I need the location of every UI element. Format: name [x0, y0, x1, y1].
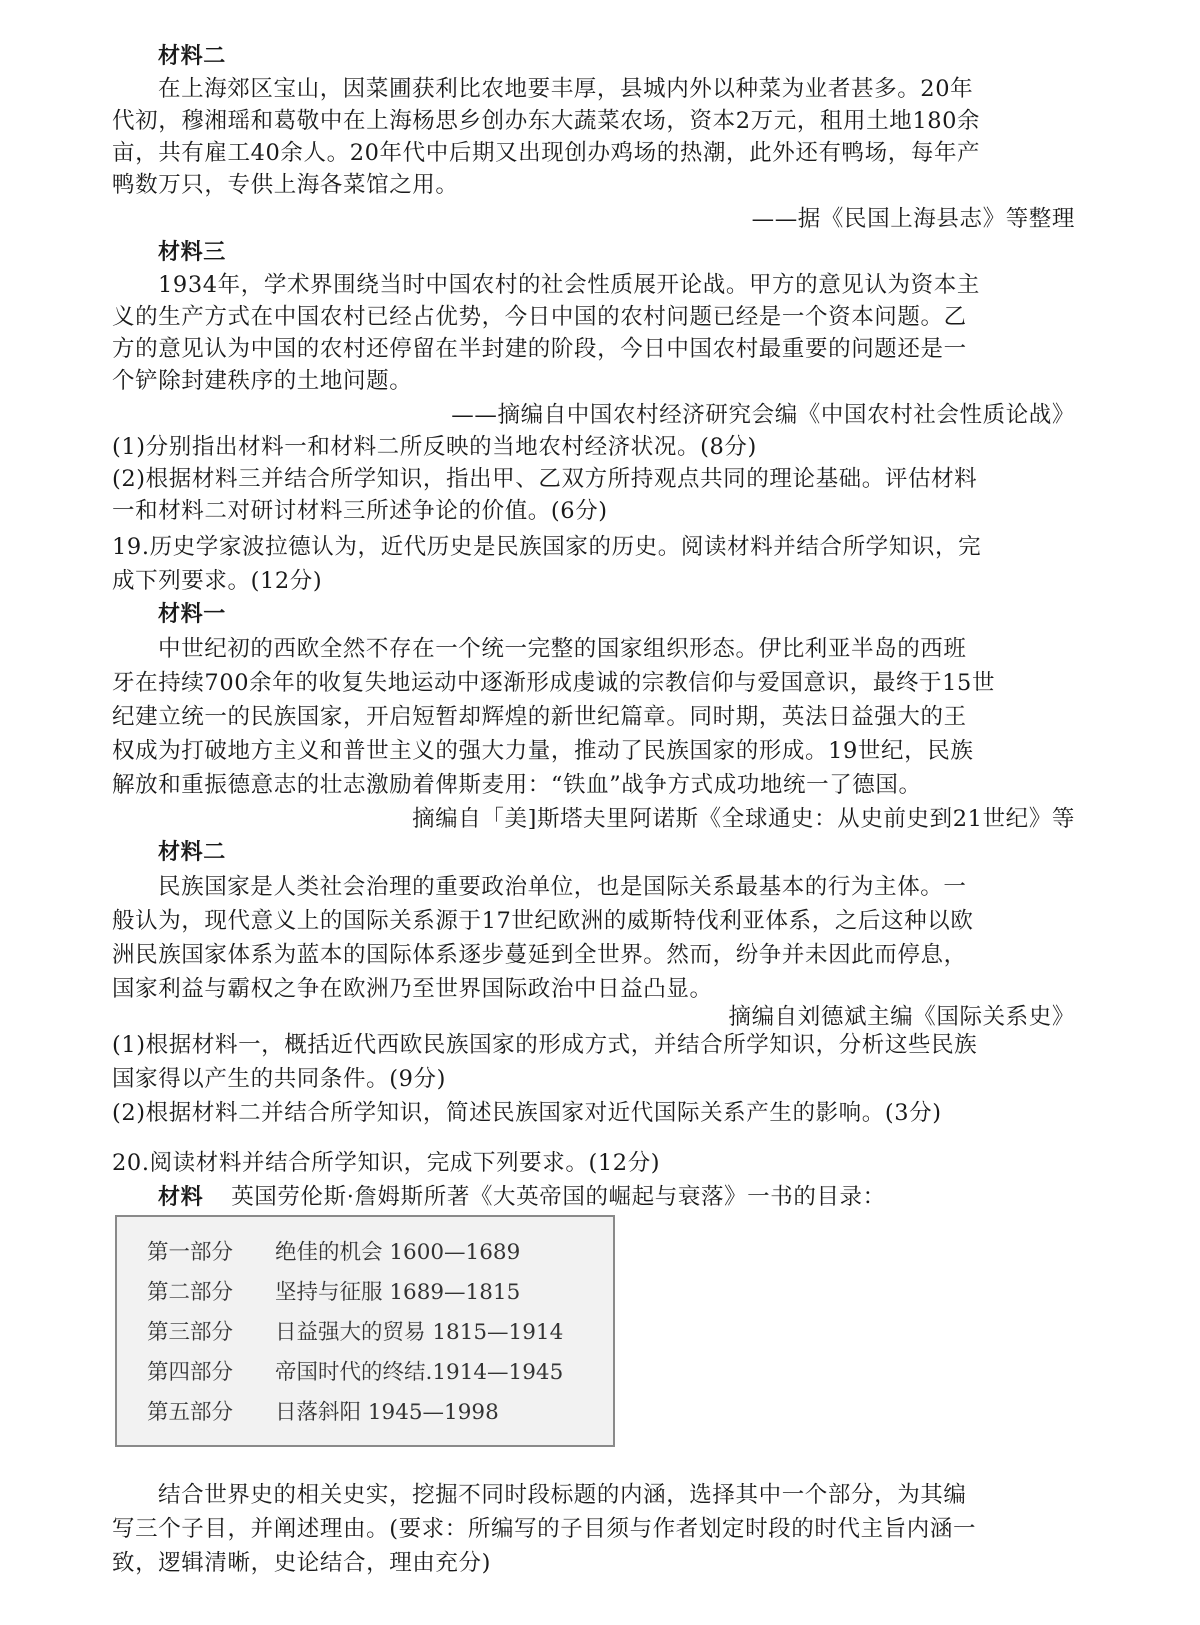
toc-part: 第四部分	[147, 1360, 234, 1385]
source-citation: 摘编自「美]斯塔夫里阿诺斯《全球通史：从史前史到21世纪》等	[412, 806, 1075, 832]
subquestion-line: (1)分别指出材料一和材料二所反映的当地农村经济状况。(8分)	[112, 434, 757, 460]
paragraph-line: 义的生产方式在中国农村已经占优势，今日中国的农村问题已经是一个资本问题。乙	[112, 304, 967, 330]
material-label: 材料	[158, 1185, 204, 1210]
paragraph-line: 在上海郊区宝山，因菜圃获利比农地要丰厚，县城内外以种菜为业者甚多。20年	[158, 76, 974, 102]
toc-part: 第一部分	[147, 1240, 234, 1265]
toc-row	[147, 1235, 520, 1275]
paragraph-line: 亩，共有雇工40余人。20年代中后期又出现创办鸡场的热潮，此外还有鸭场，每年产	[112, 140, 981, 166]
paragraph-line: 个铲除封建秩序的土地问题。	[112, 368, 413, 394]
toc-title: 日落斜阳 1945—1998	[275, 1400, 499, 1425]
subquestion-line: (2)根据材料三并结合所学知识，指出甲、乙双方所持观点共同的理论基础。评估材料	[112, 466, 978, 492]
paragraph-line: 纪建立统一的民族国家，开启短暂却辉煌的新世纪篇章。同时期，英法日益强大的王	[112, 704, 967, 730]
toc-title: 坚持与征服 1689—1815	[275, 1280, 521, 1305]
subquestion-line: 一和材料二对研讨材料三所述争论的价值。(6分)	[112, 498, 608, 524]
paragraph-line: 牙在持续700余年的收复失地运动中逐渐形成虔诚的宗教信仰与爱国意识，最终于15世	[112, 670, 996, 696]
toc-row	[147, 1275, 520, 1315]
paragraph-line: 国家利益与霸权之争在欧洲乃至世界国际政治中日益凸显。	[112, 976, 713, 1002]
paragraph-line: 权成为打破地方主义和普世主义的强大力量，推动了民族国家的形成。19世纪，民族	[112, 738, 974, 764]
paragraph-line: 1934年，学术界围绕当时中国农村的社会性质展开论战。甲方的意见认为资本主	[158, 272, 980, 298]
material-label: 材料三	[158, 240, 226, 265]
toc-row	[147, 1355, 563, 1395]
toc-part: 第二部分	[147, 1280, 234, 1305]
task-line: 写三个子目，并阐述理由。(要求：所编写的子目须与作者划定时段的时代主旨内涵一	[112, 1516, 977, 1542]
task-line: 致，逻辑清晰，史论结合，理由充分)	[112, 1550, 491, 1576]
paragraph-line: 方的意见认为中国的农村还停留在半封建的阶段，今日中国农村最重要的问题还是一	[112, 336, 967, 362]
toc-row	[147, 1395, 499, 1435]
subquestion-line: (1)根据材料一，概括近代西欧民族国家的形成方式，并结合所学知识，分析这些民族	[112, 1032, 978, 1058]
toc-title: 绝佳的机会 1600—1689	[275, 1240, 521, 1265]
material-label: 材料一	[158, 602, 226, 627]
subquestion-line: 国家得以产生的共同条件。(9分)	[112, 1066, 446, 1092]
paragraph-line: 解放和重振德意志的壮志激励着俾斯麦用：“铁血”战争方式成功地统一了德国。	[112, 772, 922, 798]
toc-row	[147, 1315, 563, 1355]
toc-part: 第五部分	[147, 1400, 234, 1425]
paragraph-line: 代初，穆湘瑶和葛敬中在上海杨思乡创办东大蔬菜农场，资本2万元，租用土地180余	[112, 108, 981, 134]
paragraph-line: 洲民族国家体系为蓝本的国际体系逐步蔓延到全世界。然而，纷争并未因此而停息，	[112, 942, 967, 968]
task-line: 结合世界史的相关史实，挖掘不同时段标题的内涵，选择其中一个部分，为其编	[158, 1482, 967, 1508]
material-label: 材料二	[158, 44, 226, 69]
toc-part: 第三部分	[147, 1320, 234, 1345]
source-citation: 摘编自刘德斌主编《国际关系史》	[728, 1004, 1075, 1030]
question-stem: 20.阅读材料并结合所学知识，完成下列要求。(12分)	[112, 1150, 661, 1176]
material-text: 英国劳伦斯·詹姆斯所著《大英帝国的崛起与衰落》一书的目录：	[231, 1184, 886, 1210]
table-of-contents-image	[115, 1215, 615, 1447]
paragraph-line: 民族国家是人类社会治理的重要政治单位，也是国际关系最基本的行为主体。一	[158, 874, 967, 900]
toc-title: 日益强大的贸易 1815—1914	[275, 1320, 564, 1345]
question-stem: 成下列要求。(12分)	[112, 568, 323, 594]
source-citation: ——据《民国上海县志》等整理	[751, 206, 1075, 232]
paragraph-line: 中世纪初的西欧全然不存在一个统一完整的国家组织形态。伊比利亚半岛的西班	[158, 636, 967, 662]
source-citation: ——摘编自中国农村经济研究会编《中国农村社会性质论战》	[451, 402, 1075, 428]
question-stem: 19.历史学家波拉德认为，近代历史是民族国家的历史。阅读材料并结合所学知识，完	[112, 534, 982, 560]
toc-title: 帝国时代的终结.1914—1945	[275, 1360, 564, 1385]
subquestion-line: (2)根据材料二并结合所学知识，简述民族国家对近代国际关系产生的影响。(3分)	[112, 1100, 942, 1126]
material-label: 材料二	[158, 840, 226, 865]
material-intro	[158, 1180, 886, 1215]
paragraph-line: 鸭数万只，专供上海各菜馆之用。	[112, 172, 459, 198]
paragraph-line: 般认为，现代意义上的国际关系源于17世纪欧洲的威斯特伐利亚体系，之后这种以欧	[112, 908, 974, 934]
